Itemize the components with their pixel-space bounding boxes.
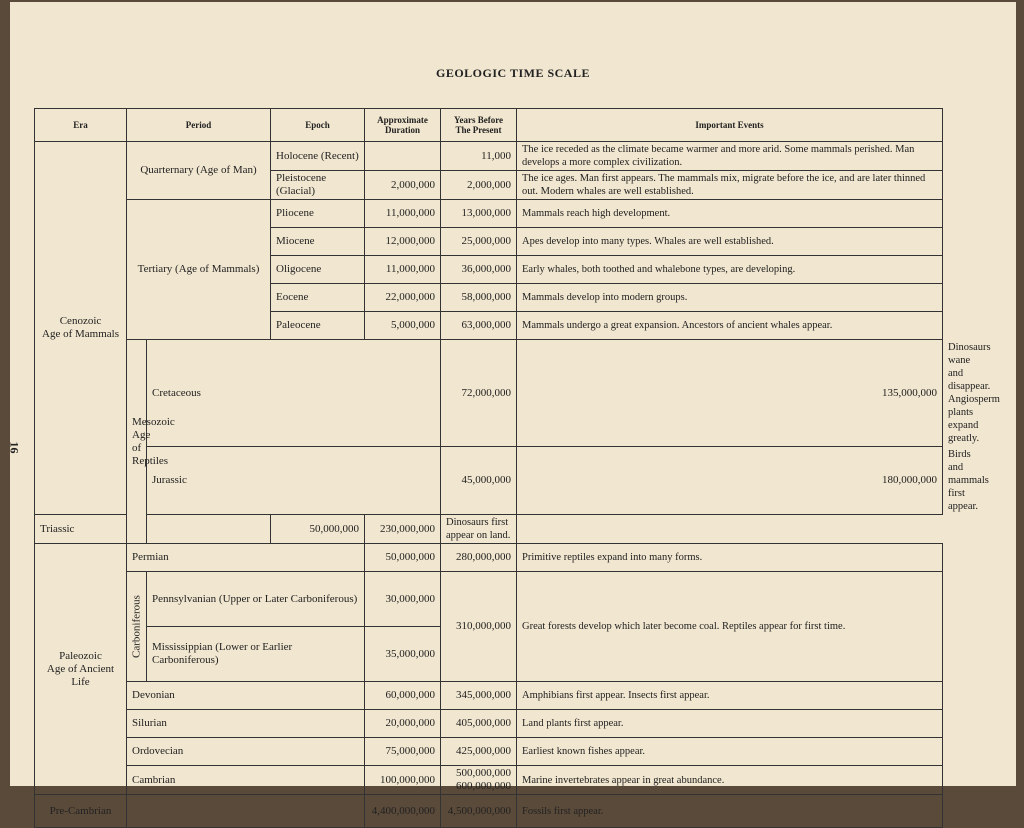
header-years: Years Before The Present: [441, 109, 517, 142]
event-pliocene: Mammals reach high development.: [517, 200, 943, 228]
years-value: 405,000,000: [441, 710, 517, 738]
duration-devonian: 60,000,000: [365, 682, 441, 710]
page-title: GEOLOGIC TIME SCALE: [436, 66, 590, 80]
period-carboniferous: Carboniferous: [127, 572, 147, 682]
years-value: 25,000,000: [441, 228, 517, 256]
era-cenozoic: [35, 142, 127, 515]
duration-cambrian: 100,000,000: [365, 766, 441, 795]
table-row: [35, 738, 943, 766]
table-row: [35, 682, 943, 710]
years-value: 425,000,000: [441, 738, 517, 766]
event-holocene: The ice receded as the climate became warmer and more arid. Some mammals perished. Man develops a more complex civilization.: [517, 142, 943, 171]
header-period: Period: [127, 109, 271, 142]
event-pleistocene: The ice ages. Man first appears. The mammals mix, migrate before the ice, and are later thinned out. Modern whales are well established.: [517, 171, 943, 200]
document-page: [7, 2, 1016, 817]
header-duration: Approximate Duration: [365, 109, 441, 142]
era-subtitle: Age of Reptiles: [132, 428, 169, 467]
event-miocene: Apes develop into many types. Whales are well established.: [517, 228, 943, 256]
epoch-miocene: Miocene: [271, 228, 365, 256]
duration-pliocene: 11,000,000: [365, 200, 441, 228]
epoch-pleistocene: Pleistocene (Glacial): [271, 171, 365, 200]
duration-triassic: 50,000,000: [271, 515, 365, 544]
table-row: [35, 200, 943, 228]
years-value: 180,000,000: [517, 447, 943, 515]
duration-miocene: 12,000,000: [365, 228, 441, 256]
era-name: Mesozoic: [132, 415, 175, 428]
event-cambrian: Marine invertebrates appear in great abundance.: [517, 766, 943, 795]
period-permian: Permian: [127, 544, 365, 572]
duration-pennsylvanian: 30,000,000: [365, 572, 441, 627]
duration-permian: 50,000,000: [365, 544, 441, 572]
epoch-pliocene: Pliocene: [271, 200, 365, 228]
years-value: 63,000,000: [441, 312, 517, 340]
era-paleozoic: [35, 544, 127, 795]
header-epoch: Epoch: [271, 109, 365, 142]
table-row: [35, 572, 943, 627]
duration-precambrian: 4,400,000,000: [365, 795, 441, 828]
epoch-oligocene: Oligocene: [271, 256, 365, 284]
period-devonian: Devonian: [127, 682, 365, 710]
period-quaternary: Quarternary (Age of Man): [127, 142, 271, 200]
period-cretaceous: Cretaceous: [147, 340, 441, 447]
period-mississippian: Mississippian (Lower or Earlier Carboniferous): [147, 627, 365, 682]
epoch-holocene: Holocene (Recent): [271, 142, 365, 171]
duration-paleocene: 5,000,000: [365, 312, 441, 340]
years-value: 4,500,000,000: [441, 795, 517, 828]
years-value: 345,000,000: [441, 682, 517, 710]
event-silurian: Land plants first appear.: [517, 710, 943, 738]
era-subtitle: Age of Ancient Life: [46, 662, 115, 688]
geologic-time-table: [34, 108, 1000, 828]
event-precambrian: Fossils first appear.: [517, 795, 943, 828]
table-row: [35, 710, 943, 738]
page-number: 16: [7, 441, 22, 454]
table-row: Jurassic 45,000,000 180,000,000 Birds and mammals first appear.: [35, 447, 943, 515]
era-name: Paleozoic: [59, 649, 102, 662]
event-ordovecian: Earliest known fishes appear.: [517, 738, 943, 766]
event-devonian: Amphibians first appear. Insects first appear.: [517, 682, 943, 710]
event-permian: Primitive reptiles expand into many forms.: [517, 544, 943, 572]
header-row: [35, 109, 943, 142]
duration-eocene: 22,000,000: [365, 284, 441, 312]
event-eocene: Mammals develop into modern groups.: [517, 284, 943, 312]
period-cambrian: Cambrian: [127, 766, 365, 795]
duration-ordovecian: 75,000,000: [365, 738, 441, 766]
years-value: 36,000,000: [441, 256, 517, 284]
table-row: [35, 515, 943, 544]
years-value: 2,000,000: [441, 171, 517, 200]
years-value: 280,000,000: [441, 544, 517, 572]
event-oligocene: Early whales, both toothed and whalebone types, are developing.: [517, 256, 943, 284]
table-row: [35, 544, 943, 572]
years-value: [441, 766, 517, 795]
header-events: Important Events: [517, 109, 943, 142]
years-value: 230,000,000: [365, 515, 441, 544]
table-row: [35, 766, 943, 795]
duration-pleistocene: 2,000,000: [365, 171, 441, 200]
duration-holocene: [365, 142, 441, 171]
duration-jurassic: 45,000,000: [441, 447, 517, 515]
period-pennsylvanian: Pennsylvanian (Upper or Later Carboniferous): [147, 572, 365, 627]
years-value: 58,000,000: [441, 284, 517, 312]
table-row: Mesozoic Age of Reptiles Cretaceous 72,000,000 135,000,000 Dinosaurs wane and disappear. Angiosperm plants expand greatly.: [35, 340, 943, 447]
years-value: 310,000,000: [441, 572, 517, 682]
duration-cretaceous: 72,000,000: [441, 340, 517, 447]
period-silurian: Silurian: [127, 710, 365, 738]
period-ordovecian: Ordovecian: [127, 738, 365, 766]
epoch-paleocene: Paleocene: [271, 312, 365, 340]
period-jurassic: Jurassic: [147, 447, 441, 515]
years-value: 13,000,000: [441, 200, 517, 228]
era-subtitle: Age of Mammals: [42, 328, 119, 340]
header-era: Era: [35, 109, 127, 142]
era-precambrian: Pre-Cambrian: [35, 795, 127, 828]
event-triassic: Dinosaurs first appear on land.: [441, 515, 517, 544]
years-value-lower: 600,000,000: [456, 780, 511, 792]
duration-silurian: 20,000,000: [365, 710, 441, 738]
period-triassic: Triassic: [35, 515, 271, 544]
event-paleocene: Mammals undergo a great expansion. Ancestors of ancient whales appear.: [517, 312, 943, 340]
era-name: Cenozoic: [59, 315, 102, 327]
duration-mississippian: 35,000,000: [365, 627, 441, 682]
event-carboniferous: Great forests develop which later become coal. Reptiles appear for first time.: [517, 572, 943, 682]
epoch-eocene: Eocene: [271, 284, 365, 312]
table-row: [35, 795, 943, 828]
period-tertiary: Tertiary (Age of Mammals): [127, 200, 271, 340]
table-row: [35, 142, 943, 171]
years-value: 135,000,000: [517, 340, 943, 447]
period-precambrian-empty: [127, 795, 365, 828]
duration-oligocene: 11,000,000: [365, 256, 441, 284]
years-value-upper: 500,000,000: [456, 767, 511, 779]
years-value: 11,000: [441, 142, 517, 171]
